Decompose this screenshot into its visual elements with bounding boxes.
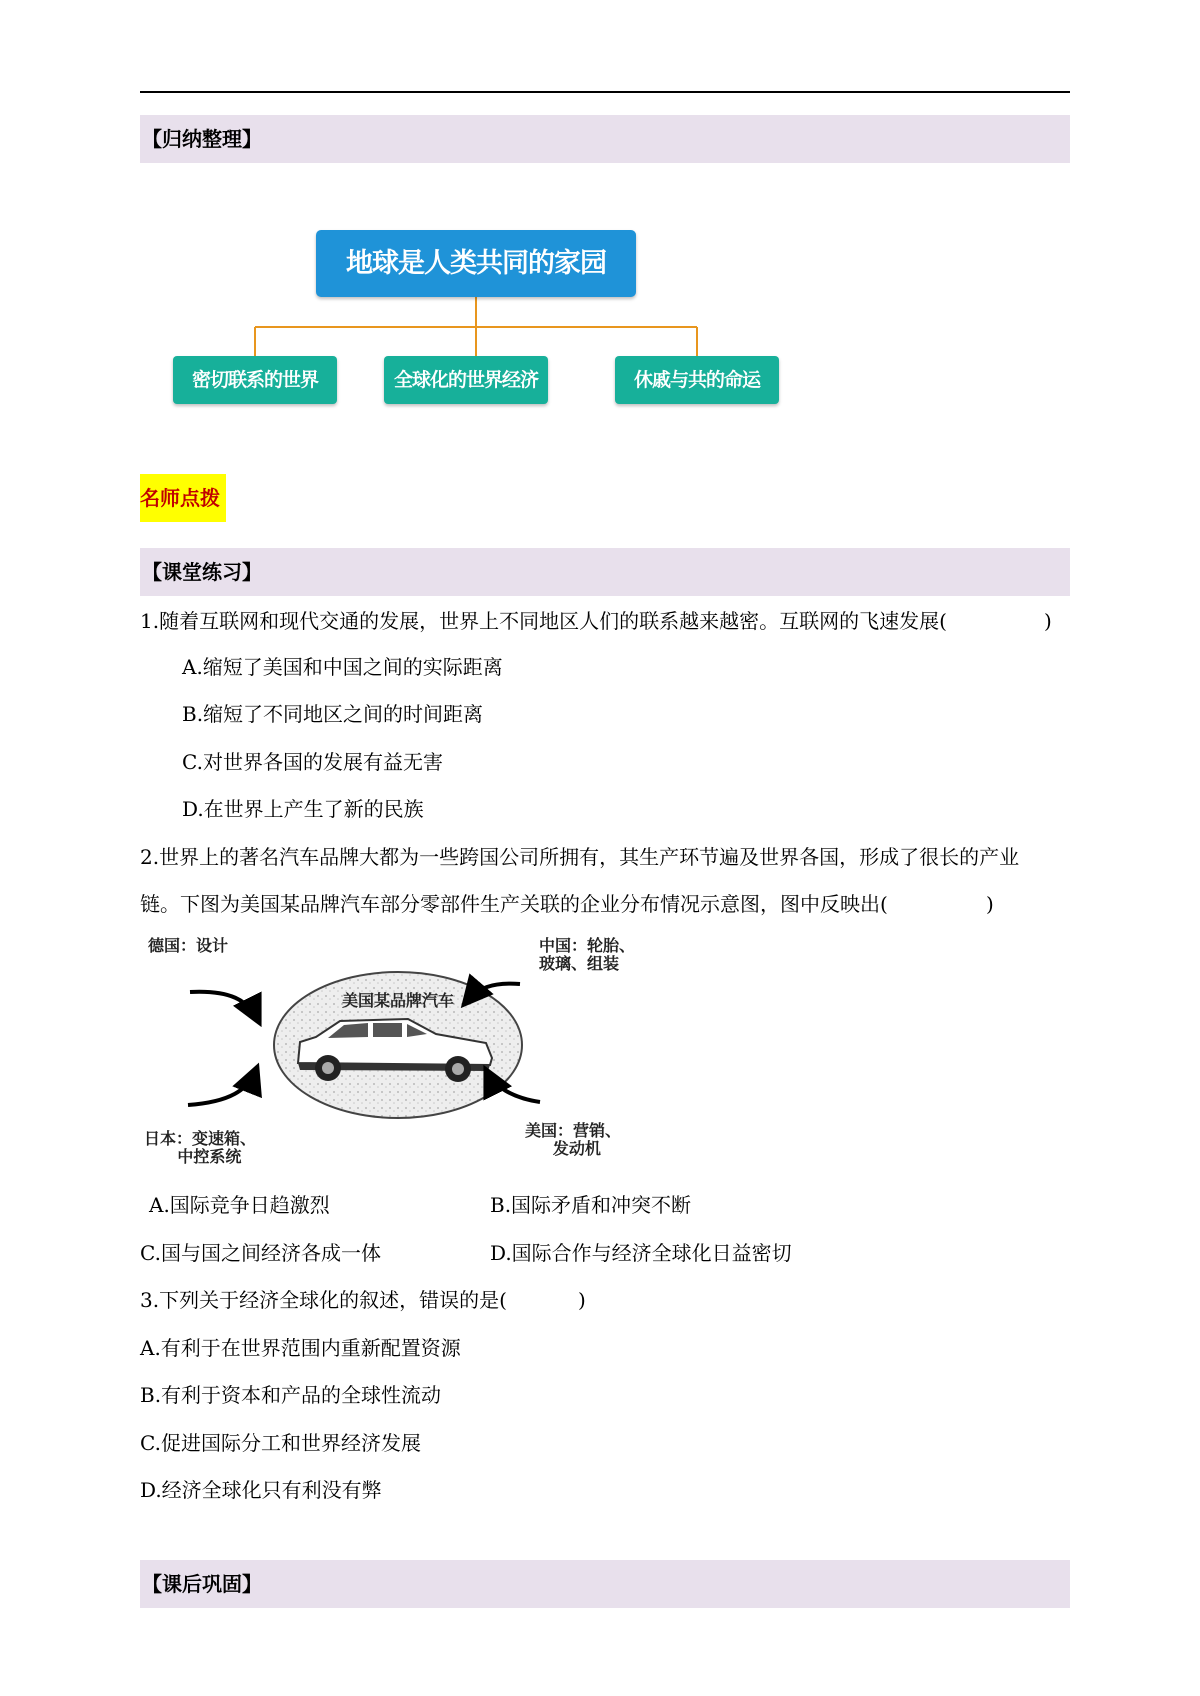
q1-option-d: D.在世界上产生了新的民族	[182, 797, 424, 821]
q2-stem-line2: 链。下图为美国某品牌汽车部分零部件生产关联的企业分布情况示意图，图中反映出(	[140, 892, 888, 916]
q2-close-paren: )	[986, 892, 994, 916]
q3-option-b: B.有利于资本和产品的全球性流动	[140, 1383, 442, 1407]
q3-option-a: A.有利于在世界范围内重新配置资源	[140, 1336, 461, 1360]
mindmap-root: 地球是人类共同的家园	[316, 230, 636, 297]
q2-option-a: A.国际竞争日趋激烈	[149, 1193, 330, 1217]
q2-stem-line1: 2.世界上的著名汽车品牌大都为一些跨国公司所拥有，其生产环节遍及世界各国，形成了很长的产业	[140, 845, 1020, 869]
q1-close-paren: )	[1044, 609, 1052, 633]
q1-stem: 1.随着互联网和现代交通的发展，世界上不同地区人们的联系越来越密。互联网的飞速发展(	[140, 609, 947, 633]
mindmap-child-1: 密切联系的世界	[173, 356, 337, 404]
q3-option-d: D.经济全球化只有利没有弊	[140, 1478, 382, 1502]
q2-option-d: D.国际合作与经济全球化日益密切	[490, 1241, 792, 1265]
q2-option-c: C.国与国之间经济各成一体	[140, 1241, 381, 1265]
practice-heading: 【课堂练习】	[140, 548, 1070, 596]
q1-option-c: C.对世界各国的发展有益无害	[182, 750, 443, 774]
q3-stem: 3.下列关于经济全球化的叙述，错误的是(	[140, 1288, 507, 1312]
figure-label-usa: 美国：营销、 发动机	[525, 1121, 622, 1158]
q3-option-c: C.促进国际分工和世界经济发展	[140, 1431, 421, 1455]
summary-heading: 【归纳整理】	[140, 115, 1070, 163]
q2-option-b: B.国际矛盾和冲突不断	[490, 1193, 692, 1217]
teacher-tip-label: 名师点拨	[140, 474, 226, 522]
figure-label-china: 中国：轮胎、 玻璃、组装	[539, 936, 636, 973]
mindmap-child-2: 全球化的世界经济	[384, 356, 548, 404]
arrow-japan	[188, 1070, 256, 1105]
arrow-germany	[190, 992, 258, 1020]
figure-label-japan: 日本：变速箱、 中控系统	[144, 1129, 257, 1166]
mindmap-child-3: 休戚与共的命运	[615, 356, 779, 404]
q1-option-b: B.缩短了不同地区之间的时间距离	[182, 702, 484, 726]
q1-option-a: A.缩短了美国和中国之间的实际距离	[182, 655, 503, 679]
q3-close-paren: )	[578, 1288, 586, 1312]
after-class-heading: 【课后巩固】	[140, 1560, 1070, 1608]
figure-center-title: 美国某品牌汽车	[341, 991, 455, 1010]
figure-label-germany: 德国：设计	[148, 936, 229, 955]
